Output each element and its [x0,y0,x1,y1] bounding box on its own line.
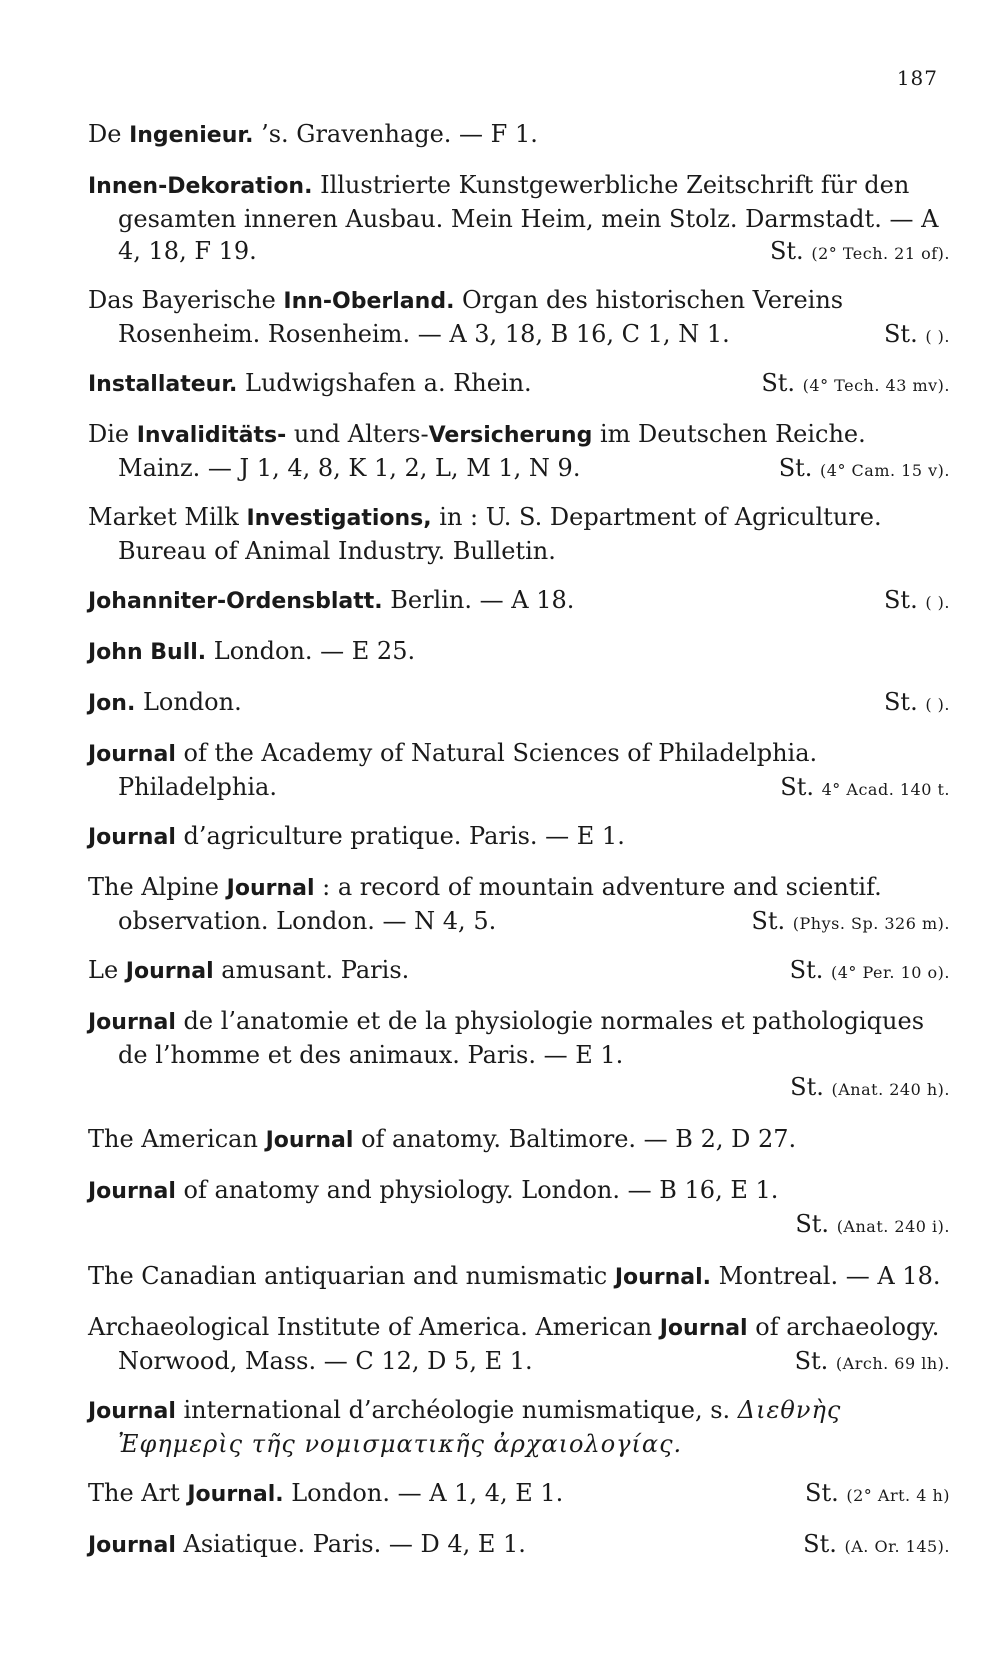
entry-text: in : U. S. Department of Agriculture. Bureau of Animal Industry. Bulletin. [118,503,882,565]
shelf-signature: St. (2° Art. 4 h) [805,1479,950,1507]
entry-prefix: Die [88,420,137,448]
shelf-signature: St. (Phys. Sp. 326 m). [751,907,950,935]
entry-text: ’s. Gravenhage. — F 1. [253,120,538,148]
entry-text: London. — E 25. [206,637,416,665]
entry-text: London. — A 1, 4, E 1. [283,1479,564,1507]
entry-text: London. [135,688,242,716]
entry-prefix: Market Milk [88,503,247,531]
catalog-entry [88,584,950,618]
entry-prefix: Das Bayerische [88,286,284,314]
shelf-signature: St. ( ). [883,586,950,614]
entry-keyword: Journal [125,959,214,984]
entry-keyword: Installateur. [88,372,238,397]
entry-keyword: John Bull. [88,640,207,665]
entry-keyword-secondary: Versicherung [428,423,593,448]
entry-keyword: Ingenieur. [129,123,254,148]
entry-keyword: Invaliditäts- [136,423,287,448]
entry-text: international d’archéologie numismatique, s. [175,1396,738,1424]
entry-keyword: Journal. [614,1265,712,1290]
entry-text: Montreal. — A 18. [711,1262,941,1290]
entry-prefix: The Art [88,1479,188,1507]
catalog-entry [88,1311,950,1377]
entry-text: : a record of mountain adventure and scientif. observation. London. — N 4, 5. [118,873,882,935]
shelf-signature: St. 4° Acad. 140 t. [780,773,950,801]
entry-keyword: Journal [88,1010,176,1035]
entry-text: d’agriculture pratique. Paris. — E 1. [175,822,625,850]
entry-prefix: De [88,120,130,148]
catalog-entry [88,1528,950,1562]
entry-keyword: Journal [226,876,315,901]
catalog-entry [88,169,950,267]
shelf-signature: St. (2° Tech. 21 of). [769,237,950,265]
entry-keyword: Inn-Oberland. [283,289,455,314]
greek-title: Διεθνὴς [737,1396,842,1424]
catalog-entry [88,954,950,988]
catalog-entry [88,820,950,854]
catalog-entry [88,871,950,937]
shelf-signature: St. (4° Tech. 43 mv). [761,369,950,397]
entry-text: of anatomy and physiology. London. — B 16, E 1. [175,1176,779,1204]
entry-text: de l’anatomie et de la physiologie normales et pathologiques de l’homme et des animaux. Paris. — E 1. [118,1007,925,1069]
entry-keyword: Johanniter-Ordensblatt. [88,589,383,614]
entry-keyword: Journal [659,1316,748,1341]
shelf-signature: St. (Anat. 240 h). [790,1073,950,1101]
catalog-entry [88,118,950,152]
entry-prefix: Le [88,956,126,984]
catalog-entries [88,118,950,1563]
entry-prefix: The Alpine [88,873,227,901]
catalog-entry [88,1005,950,1106]
entry-text: of the Academy of Natural Sciences of Philadelphia. Philadelphia. [118,739,818,801]
entry-text: Organ des historischen Vereins Rosenheim. Rosenheim. — A 3, 18, B 16, C 1, N 1. [118,286,844,348]
entry-keyword: Journal [265,1128,354,1153]
catalog-entry [88,1174,950,1243]
entry-text: Asiatique. Paris. — D 4, E 1. [175,1530,526,1558]
entry-keyword: Investigations, [246,506,432,531]
catalog-entry [88,1123,950,1157]
entry-text: amusant. Paris. [213,956,410,984]
entry-keyword: Jon. [88,691,136,716]
shelf-signature: St. ( ). [883,688,950,716]
shelf-signature: St. (Anat. 240 i). [795,1210,950,1238]
greek-title-continued: Ἐφημερὶς τῆς νομισματικῆς ἀρχαιολογίας. [118,1430,683,1458]
catalog-entry [88,284,950,350]
shelf-signature: St. (Arch. 69 lh). [794,1347,950,1375]
catalog-entry [88,1477,950,1511]
page-number: 187 [896,66,938,90]
entry-keyword: Journal [88,1179,176,1204]
catalog-entry [88,1260,950,1294]
catalog-entry [88,686,950,720]
entry-text: Ludwigshafen a. Rhein. [237,369,532,397]
catalog-entry [88,418,950,484]
shelf-signature: St. (4° Cam. 15 v). [778,454,950,482]
entry-text-mid: und Alters- [286,420,429,448]
catalog-entry [88,1394,950,1460]
entry-text: of anatomy. Baltimore. — B 2, D 27. [353,1125,797,1153]
entry-text: im Deutschen Reiche. Mainz. — J 1, 4, 8, K 1, 2, L, M 1, N 9. [118,420,866,482]
entry-keyword: Journal [88,742,176,767]
entry-prefix: The Canadian antiquarian and numismatic [88,1262,615,1290]
entry-keyword: Journal. [187,1482,284,1507]
entry-prefix: The American [88,1125,266,1153]
entry-text: Berlin. — A 18. [382,586,575,614]
entry-keyword: Journal [88,1399,176,1424]
entry-text: Illustrierte Kunstgewerbliche Zeitschrift für den gesamten inneren Ausbau. Mein Heim, mein Stolz. Darmstadt. — A 4, 18, F 19. [118,171,939,265]
entry-keyword: Journal [88,825,176,850]
catalog-entry [88,367,950,401]
entry-keyword: Journal [88,1533,176,1558]
shelf-signature: St. ( ). [883,320,950,348]
shelf-signature: St. (A. Or. 145). [803,1530,950,1558]
entry-text: of archaeology. Norwood, Mass. — C 12, D 5, E 1. [118,1313,940,1375]
entry-prefix: Archaeological Institute of America. American [88,1313,660,1341]
entry-keyword: Innen-Dekoration. [88,174,313,199]
catalog-entry [88,635,950,669]
catalog-entry [88,501,950,567]
shelf-signature: St. (4° Per. 10 o). [789,956,950,984]
catalog-entry [88,737,950,803]
